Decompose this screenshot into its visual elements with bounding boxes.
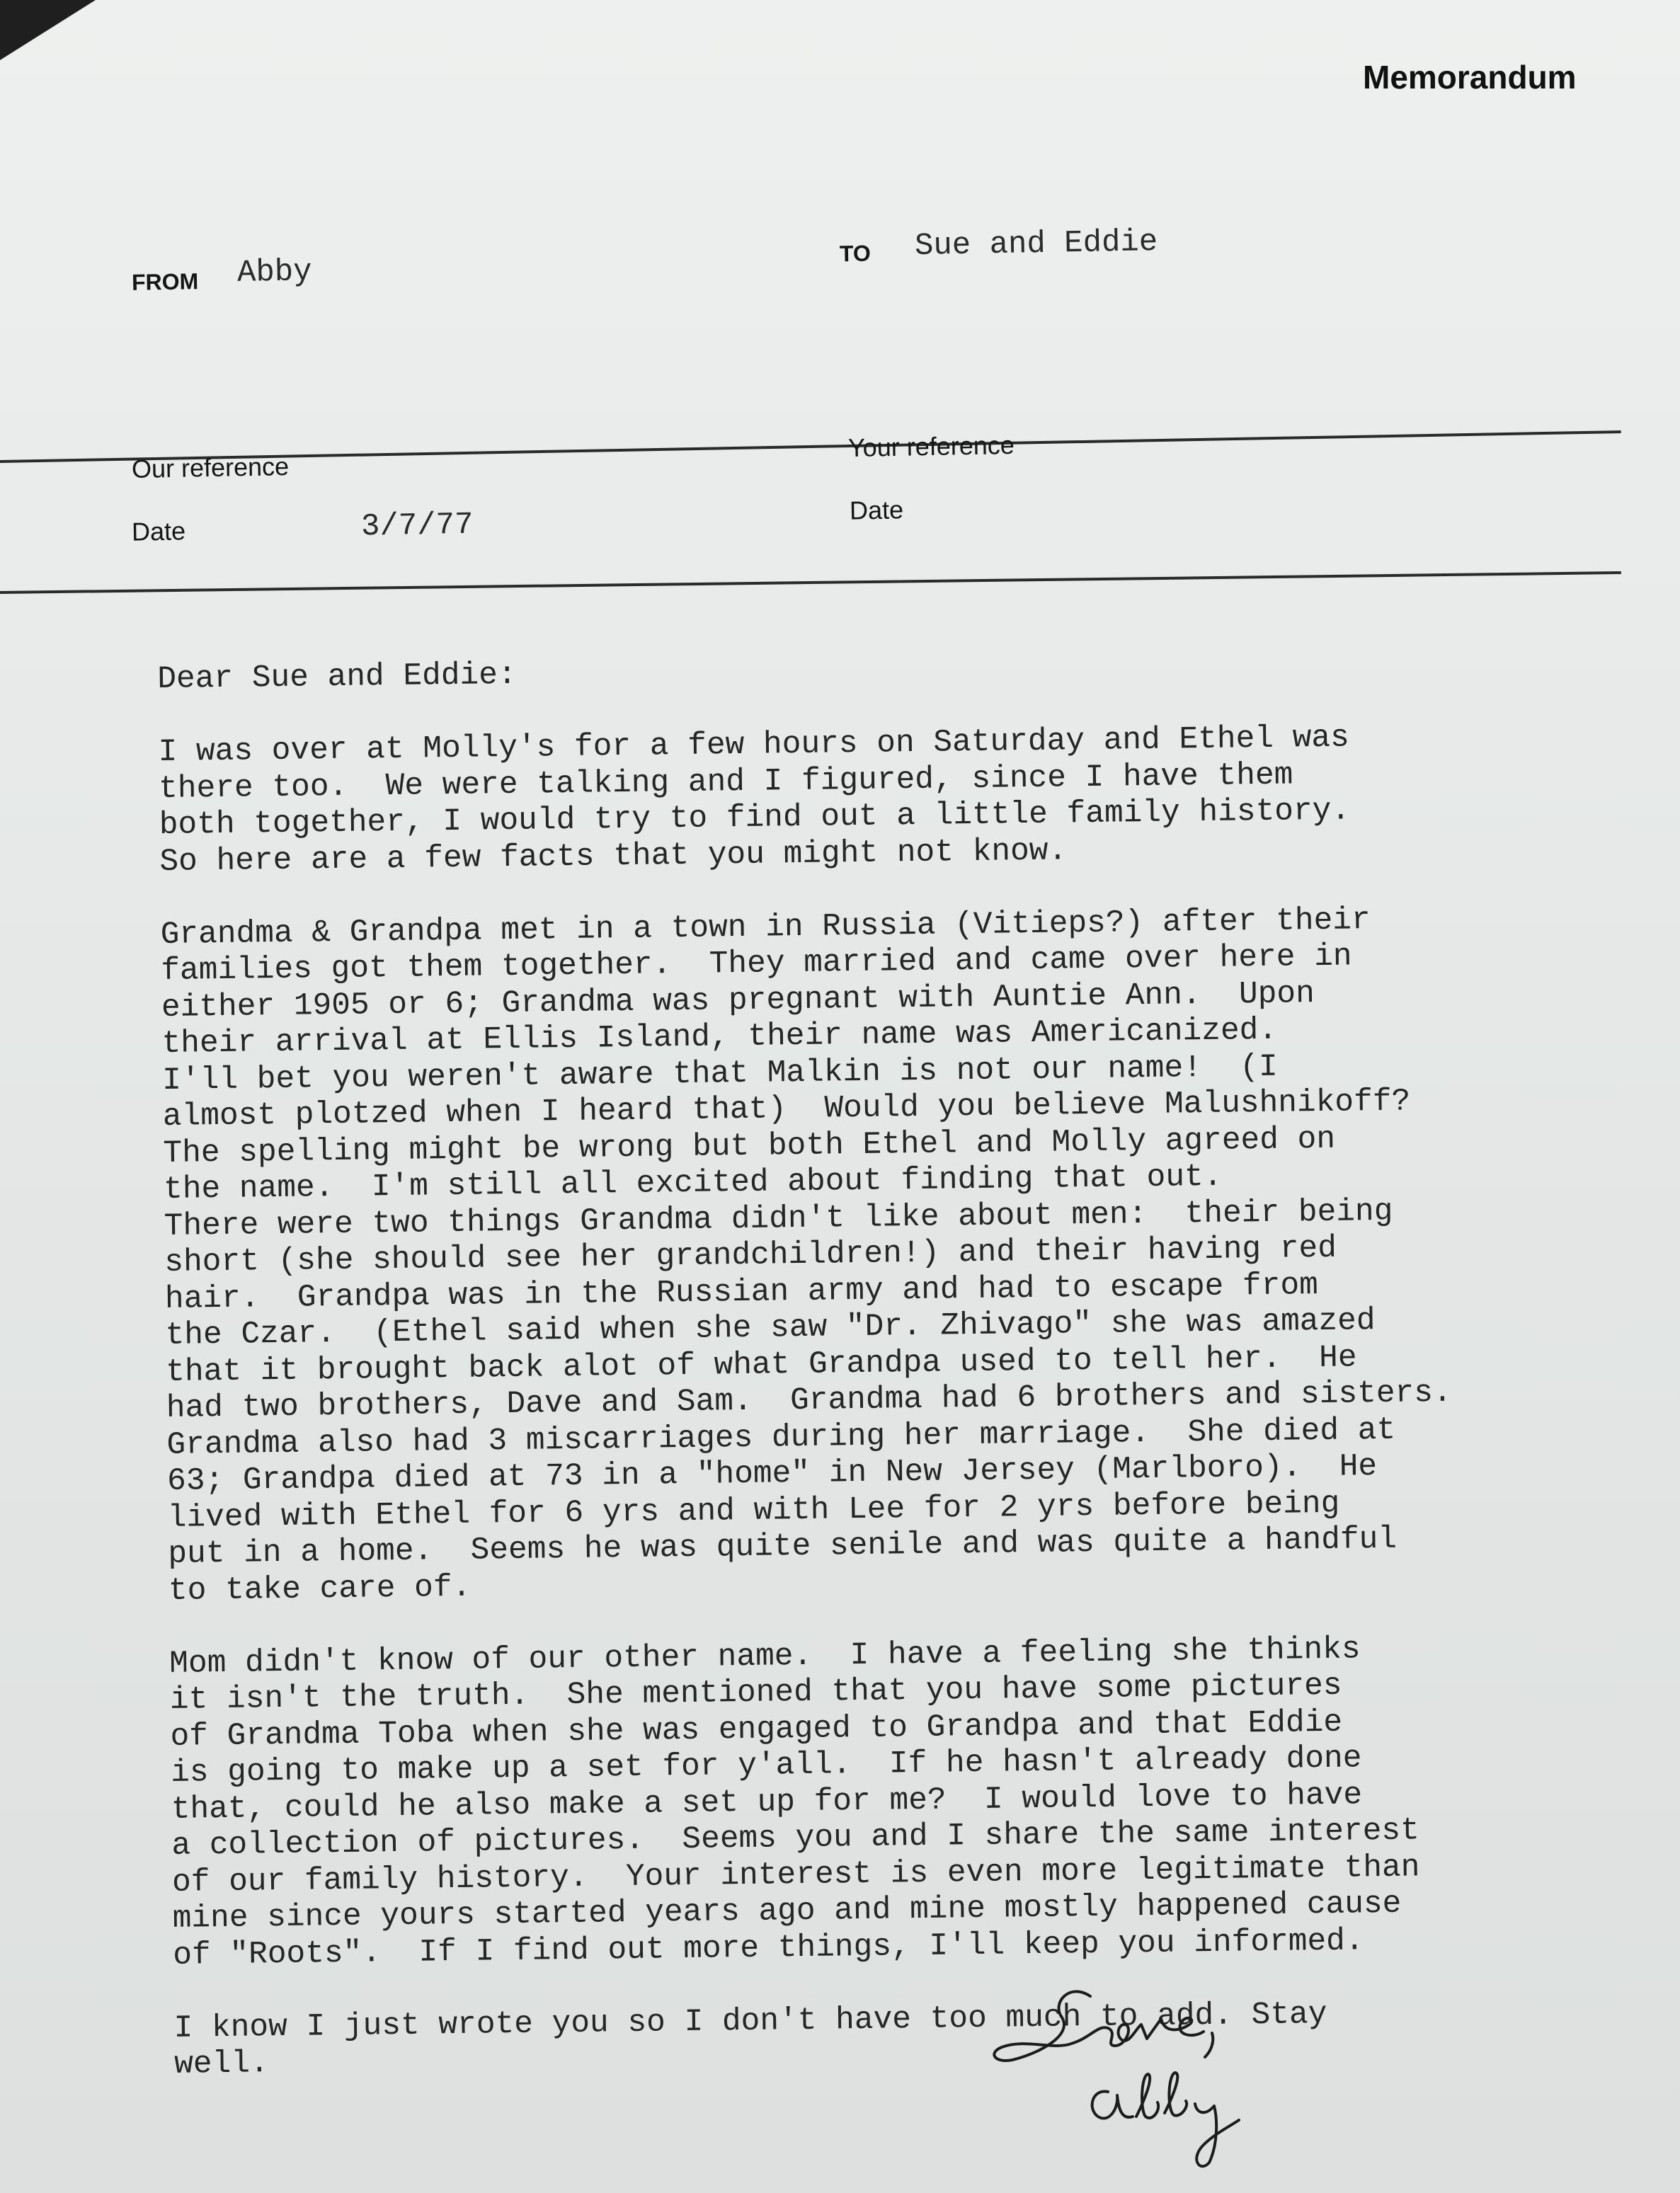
from-label: FROM: [131, 268, 199, 295]
our-reference-label: Our reference: [131, 452, 290, 483]
text-line: that it brought back alot of what Grandpa used to tell her. He: [165, 1339, 1357, 1390]
text-line: there too. We were talking and I figured, since I have them: [158, 757, 1293, 807]
text-line: lived with Ethel for 6 yrs and with Lee for 2 yrs before being: [167, 1486, 1340, 1536]
text-line: it isn't the truth. She mentioned that you have some pictures: [169, 1668, 1342, 1718]
text-line: hair. Grandpa was in the Russian army and had to escape from: [164, 1267, 1319, 1317]
text-line: I'll bet you weren't aware that Malkin is not our name! (I: [161, 1049, 1278, 1099]
salutation: Dear Sue and Eddie:: [157, 657, 517, 697]
text-line: of our family history. Your interest is even more legitimate than: [171, 1849, 1420, 1901]
text-line: well.: [173, 2046, 270, 2083]
text-line: the Czar. (Ethel said when she saw "Dr. Zhivago" she was amazed: [165, 1303, 1376, 1353]
text-line: almost plotzed when I heard that) Would you believe Malushnikoff?: [162, 1084, 1411, 1135]
text-line: to take care of.: [168, 1569, 472, 1609]
handwritten-signature: [984, 1968, 1352, 2180]
your-reference-label: Your reference: [847, 430, 1015, 463]
paragraph-2: [160, 901, 1454, 1610]
text-line: of Grandma Toba when she was engaged to Grandpa and that Eddie: [170, 1705, 1343, 1755]
date-label-right: Date: [849, 495, 904, 525]
text-line: is going to make up a set for y'all. If he hasn't already done: [170, 1741, 1362, 1791]
text-line: both together, I would try to find out a little family history.: [159, 793, 1351, 843]
text-line: put in a home. Seems he was quite senile and was quite a handful: [168, 1521, 1398, 1572]
text-line: mine since yours started years ago and mine mostly happened cause: [172, 1886, 1402, 1937]
text-line: There were two things Grandma didn't like about men: their being: [164, 1193, 1393, 1244]
paragraph-3: [169, 1630, 1458, 1974]
text-line: either 1905 or 6; Grandma was pregnant with Auntie Ann. Upon: [161, 975, 1315, 1026]
to-value: Sue and Eddie: [914, 224, 1158, 264]
text-line: the name. I'm still all excited about finding that out.: [163, 1159, 1223, 1208]
memo-title: Memorandum: [1363, 59, 1577, 96]
text-line: Grandma & Grandpa met in a town in Russia (Vitieps?) after their: [160, 902, 1371, 953]
text-line: of "Roots". If I find out more things, I'll keep you informed.: [173, 1923, 1364, 1974]
text-line: The spelling might be wrong but both Ethel and Molly agreed on: [163, 1121, 1336, 1172]
text-line: 63; Grandpa died at 73 in a "home" in New Jersey (Marlboro). He: [166, 1449, 1378, 1499]
paragraph-1: [158, 719, 1445, 881]
text-line: Mom didn't know of our other name. I have a feeling she thinks: [168, 1631, 1361, 1682]
letter-body: [157, 646, 1460, 2084]
from-value: Abby: [236, 254, 313, 291]
date-label-left: Date: [131, 516, 186, 546]
date-value: 3/7/77: [360, 507, 474, 545]
to-label: TO: [839, 240, 872, 267]
text-line: their arrival at Ellis Island, their name was Americanized.: [161, 1012, 1278, 1062]
text-line: that, could he also make a set up for me? I would love to have: [171, 1777, 1363, 1828]
text-line: families got them together. They married and came over here in: [161, 939, 1352, 989]
text-line: I was over at Molly's for a few hours on Saturday and Ethel was: [158, 720, 1350, 770]
text-line: I know I just wrote you so I don't have too much to add. Stay: [173, 1996, 1327, 2046]
text-line: a collection of pictures. Seems you and I share the same interest: [171, 1813, 1420, 1864]
text-line: had two brothers, Dave and Sam. Grandma had 6 brothers and sisters.: [166, 1375, 1452, 1426]
text-line: short (she should see her grandchildren!) and their having red: [164, 1230, 1337, 1281]
text-line: Grandma also had 3 miscarriages during her marriage. She died at: [166, 1412, 1396, 1463]
text-line: So here are a few facts that you might not know.: [159, 832, 1068, 880]
